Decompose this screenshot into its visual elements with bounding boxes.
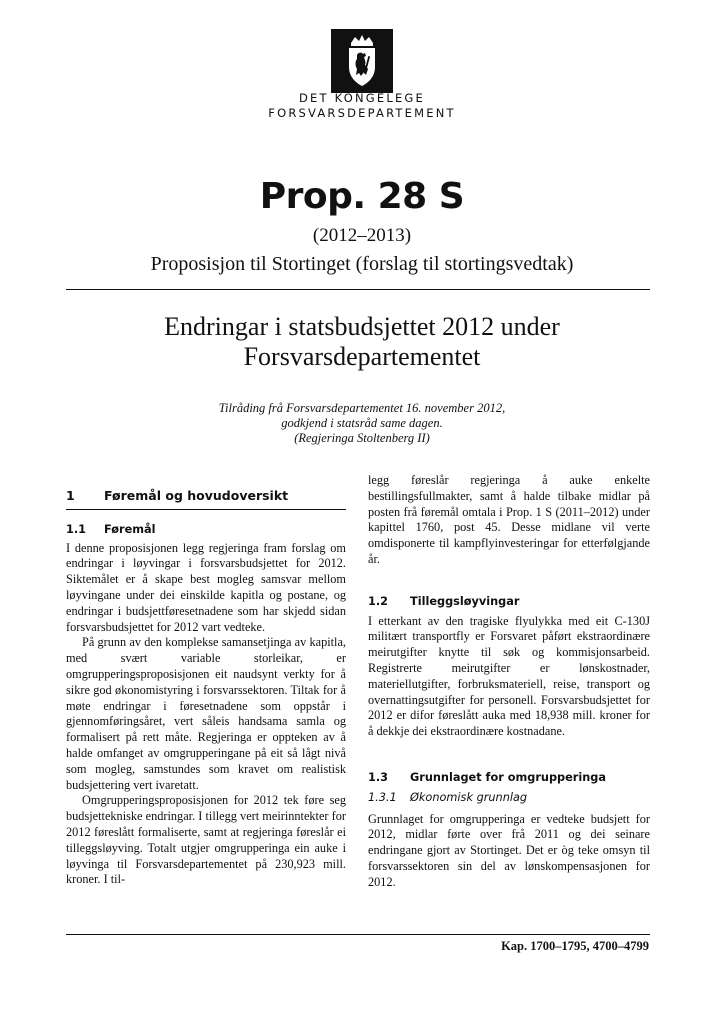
approval-meta bbox=[150, 401, 574, 446]
paragraph: På grunn av den komplekse samansetjinga av kapitla, med svært variable storleikar, er omgrupperingsproposisjonen eit naudsynt verkty for å sikre god økonomistyring i forsvarssektoren. Tiltak for å møte endringar i føresetnadene som oppstår i gjennomføringsåret, vert såleis handsama samla og formalisert på rett måte. Regjeringa er oppteken av å halde omfanget av omgrupperingane på eit så lågt nivå som mogleg, samstundes som kravet om realistisk budsjettering vert ivaretatt. bbox=[66, 635, 346, 792]
header-divider bbox=[66, 289, 650, 290]
section-number: 1.1 bbox=[66, 522, 87, 536]
approval-line-2: godkjend i statsråd same dagen. bbox=[281, 416, 443, 430]
section-1-underline bbox=[66, 509, 346, 510]
section-1-2-heading bbox=[368, 594, 650, 610]
paragraph: Grunnlaget for omgrupperinga er vedteke budsjett for 2012, midlar førte over frå 2011 og dei seinare endringane gjort av Stortinget. Det er òg teke omsyn til forsvarssektoren sin del av lønskompensasjonen for 2012. bbox=[368, 811, 650, 889]
section-number: 1.3 bbox=[368, 770, 389, 784]
section-number: 1.2 bbox=[368, 594, 389, 608]
footer-divider bbox=[66, 934, 650, 935]
paragraph: legg føreslår regjeringa å auke enkelte bestillingsfullmakter, samt å halde tilbake midlar på posten frå føremål omtala i Prop. 1 S (2011–2012) under kapittel 1760, post 45. Desse midlane vil verte omdisponerte til kampflyinvesteringar for etterfølgjande år. bbox=[368, 473, 650, 566]
proposition-number: Prop. 28 S bbox=[259, 176, 465, 217]
section-number: 1.3.1 bbox=[368, 790, 397, 804]
document-title-line-2: Forsvarsdepartementet bbox=[243, 342, 481, 371]
right-column bbox=[368, 473, 650, 891]
section-title: Grunnlaget for omgrupperinga bbox=[410, 770, 606, 784]
approval-line-1: Tilråding frå Forsvarsdepartementet 16. november 2012, bbox=[218, 401, 506, 415]
paragraph: I etterkant av den tragiske flyulykka med eit C-130J militært transportfly er Forsvaret påført ekstraordinære meirutgifter knytte til søk og kommisjonsarbeid. Registrerte meirutgifter er lønskostnader, materiellutgifter, forbruksmateriell, reise, transport og overnattingsutgifter for personell. Forsvarsbudsjettet for 2012 er difor føreslått auka med 18,938 mill. kroner for å dekkje dei ekstraordinære kostnadane. bbox=[368, 613, 650, 739]
section-title: Føremål og hovudoversikt bbox=[104, 488, 289, 503]
paragraph: Omgrupperingsproposisjonen for 2012 tek føre seg budsjettekniske endringar. I tillegg vert meirinntekter for 2012 føreslått formaliserte, samt at regjeringa føreslår ei tilleggsløyving. Totalt utgjer omgrupperinga ein auke i løyvinga til Forsvarsdepartementet på 230,923 mill. kroner. I til- bbox=[66, 793, 346, 887]
approval-line-3: (Regjeringa Stoltenberg II) bbox=[294, 431, 430, 445]
chapter-range: Kap. 1700–1795, 4700–4799 bbox=[501, 939, 649, 953]
department-name-line-1: DET KONGELEGE bbox=[299, 91, 425, 105]
section-1-3-1-heading bbox=[368, 790, 650, 806]
section-1-1-heading bbox=[66, 522, 346, 538]
section-number: 1 bbox=[66, 488, 75, 503]
left-column bbox=[66, 488, 346, 888]
document-subtitle: Proposisjon til Stortinget (forslag til stortingsvedtak) bbox=[150, 253, 574, 275]
section-1-heading bbox=[66, 488, 346, 504]
document-title bbox=[100, 312, 624, 372]
section-title: Tilleggsløyvingar bbox=[410, 594, 520, 608]
section-1-3-heading bbox=[368, 770, 650, 786]
section-title: Føremål bbox=[104, 522, 156, 536]
paragraph: I denne proposisjonen legg regjeringa fram forslag om endringar i løyvingar i forsvarsbudsjettet for 2012. Siktemålet er å skape best mogleg samsvar mellom løyvingane under dei einskilde kapitla og postane, og endringar i budsjettføresetnadene som har skjedd sidan forsvarsbudsjettet for 2012 vart vedteke. bbox=[66, 540, 346, 634]
coat-of-arms-logo bbox=[331, 29, 393, 93]
department-name-line-2: FORSVARSDEPARTEMENT bbox=[268, 106, 456, 120]
session-years: (2012–2013) bbox=[312, 225, 412, 246]
section-title: Økonomisk grunnlag bbox=[410, 790, 528, 804]
document-title-line-1: Endringar i statsbudsjettet 2012 under bbox=[164, 312, 560, 341]
